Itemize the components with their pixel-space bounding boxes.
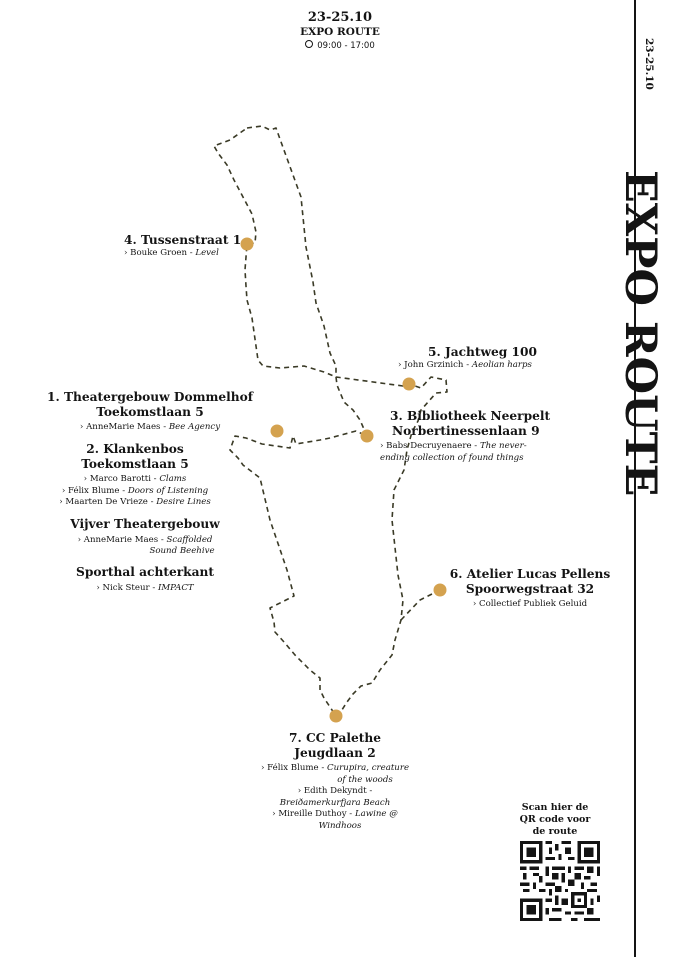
artist-line: › Edith Dekyndt - xyxy=(297,786,373,796)
artist-name: Babs Decruyenaere xyxy=(386,441,472,451)
work-title: Doors of Listening xyxy=(127,485,209,496)
artist-line: › AnneMarie Maes - Bee Agency xyxy=(79,422,221,432)
marker-3 xyxy=(361,430,374,443)
location-1 xyxy=(30,390,270,434)
location-5 xyxy=(398,345,537,371)
location-title: 4. Tussenstraat 1 xyxy=(124,233,242,247)
opening-hours: 09:00 - 17:00 xyxy=(317,41,375,51)
artist-line: › Babs Decruyenaere - The never- xyxy=(380,441,527,451)
artist-name: Félix Blume xyxy=(67,485,120,496)
location-title: 6. Atelier Lucas Pellens xyxy=(449,567,611,581)
qr-caption-line: QR code voor xyxy=(519,814,591,825)
qr-code-icon[interactable] xyxy=(520,841,600,921)
artist-name: Edith Dekyndt xyxy=(303,786,367,796)
work-title: Breiðamerkurfjara Beach xyxy=(279,797,391,808)
marker-5 xyxy=(403,378,416,391)
marker-7 xyxy=(330,710,343,723)
artist-line-cont xyxy=(380,453,570,465)
qr-caption-line: de route xyxy=(532,826,578,837)
work-title: Level xyxy=(195,247,219,258)
qr-caption xyxy=(510,802,600,838)
location-sporthal xyxy=(40,565,250,594)
location-address: Spoorwegstraat 32 xyxy=(465,581,595,596)
artist-line-cont xyxy=(30,546,260,558)
route-spur xyxy=(401,590,440,620)
artist-name: Bouke Groen xyxy=(130,247,187,258)
location-title: Sporthal achterkant xyxy=(76,565,214,579)
artist-name: AnneMarie Maes xyxy=(83,534,159,545)
work-title: Bee Agency xyxy=(168,422,221,432)
artist-name: Marco Barotti xyxy=(89,474,151,484)
work-title-cont: ending collection of found things xyxy=(380,452,524,463)
artist-line: › Marco Barotti - Clams xyxy=(83,474,187,484)
side-title: EXPO ROUTE xyxy=(615,170,665,497)
artist-line: › Nick Steur - IMPACT xyxy=(96,582,194,593)
header-dates: 23-25.10 xyxy=(307,10,373,25)
artist-name: Maarten De Vrieze xyxy=(65,497,148,507)
artist-line-cont xyxy=(230,775,440,787)
work-title-cont: Windhoos xyxy=(318,820,362,831)
location-7 xyxy=(230,731,440,832)
side-dates: 23-25.10 xyxy=(643,38,655,90)
marker-4 xyxy=(241,238,254,251)
location-address: Toekomstlaan 5 xyxy=(96,404,204,419)
work-title-cont: of the woods xyxy=(337,774,393,785)
location-4 xyxy=(124,233,241,259)
artist-line: › Maarten De Vrieze - Desire Lines xyxy=(59,497,211,507)
artist-name: Mireille Duthoy xyxy=(278,809,347,819)
artist-name: Félix Blume xyxy=(267,763,319,773)
work-title: Desire Lines xyxy=(156,497,211,507)
location-3 xyxy=(380,409,570,464)
work-title: Aeolian harps xyxy=(471,359,532,370)
artist-line: › Félix Blume - Doors of Listening xyxy=(61,485,209,496)
artist-name: AnneMarie Maes xyxy=(86,422,161,432)
location-2 xyxy=(15,442,255,509)
artist-name: Collectief Publiek Geluid xyxy=(479,599,588,609)
artist-line: › Bouke Groen - Level xyxy=(124,247,219,258)
artist-name: Nick Steur xyxy=(102,582,150,593)
location-vijver xyxy=(30,517,260,558)
qr-caption-line: Scan hier de xyxy=(521,802,589,813)
artist-line-cont xyxy=(230,821,440,833)
artist-line: › AnneMarie Maes - Scaffolded xyxy=(77,534,213,545)
work-title: The never- xyxy=(479,441,527,451)
location-address: Norbertinessenlaan 9 xyxy=(392,423,540,438)
artist-line: › John Grzinich - Aeolian harps xyxy=(398,359,532,370)
work-title: Clams xyxy=(159,474,187,484)
location-title: 7. CC Palethe xyxy=(289,731,381,745)
marker-1 xyxy=(271,425,284,438)
work-title: Lawine @ xyxy=(354,809,398,819)
work-title: Scaffolded xyxy=(166,534,213,545)
work-title: Curupira, creature xyxy=(327,763,410,773)
location-title: 1. Theatergebouw Dommelhof xyxy=(47,390,253,404)
location-title: Vijver Theatergebouw xyxy=(70,517,220,531)
artist-line: › Félix Blume - Curupira, creature xyxy=(260,763,410,773)
location-address: Jeugdlaan 2 xyxy=(294,745,376,760)
artist-line-cont xyxy=(230,798,440,810)
work-title: IMPACT xyxy=(157,582,194,593)
artist-name: John Grzinich xyxy=(404,359,464,370)
work-title-cont: Sound Beehive xyxy=(149,546,215,556)
header-title: EXPO ROUTE xyxy=(300,26,380,38)
artist-line: › Collectief Publiek Geluid xyxy=(472,599,588,609)
location-address: Toekomstlaan 5 xyxy=(81,456,189,471)
artist-line: › Mireille Duthoy - Lawine @ xyxy=(272,809,398,819)
location-title: 5. Jachtweg 100 xyxy=(428,345,537,359)
location-title: 3. Bibliotheek Neerpelt xyxy=(390,409,551,423)
location-6 xyxy=(440,567,620,611)
location-title: 2. Klankenbos xyxy=(86,442,184,456)
